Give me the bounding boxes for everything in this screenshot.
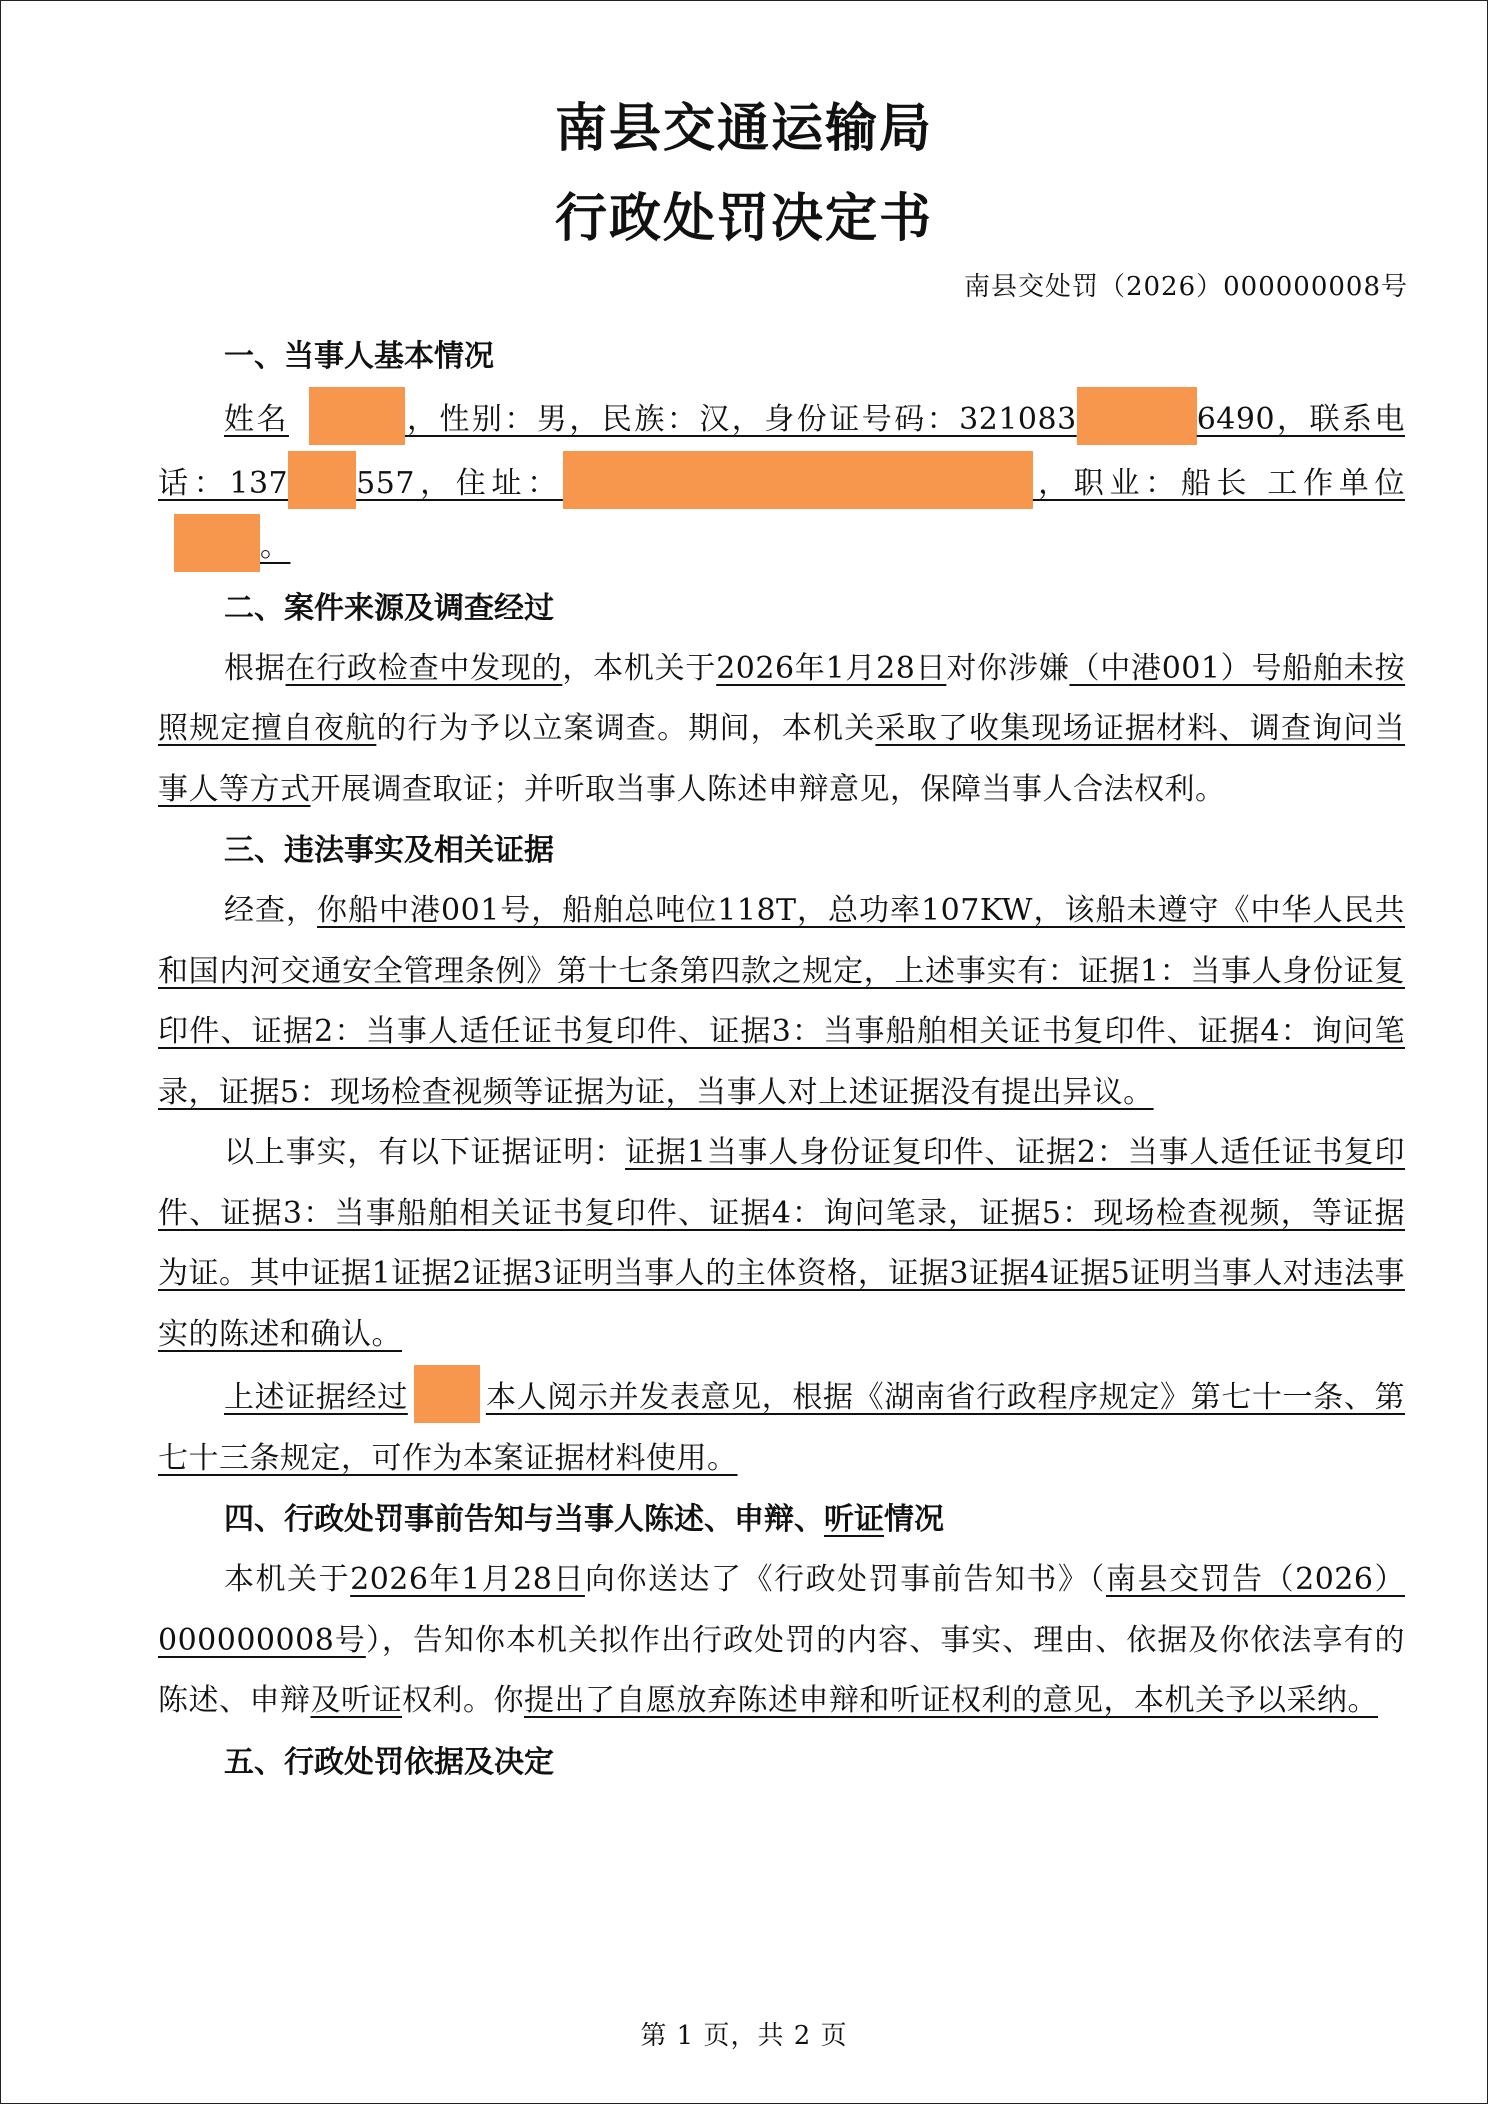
- redacted-address: [563, 451, 1033, 509]
- document-number: 南县交处罚（2026）000000008号: [963, 272, 1408, 302]
- section-4-heading: 四、行政处罚事前告知与当事人陈述、申辩、听证情况: [224, 1502, 944, 1537]
- redacted-id-number: [1077, 387, 1197, 445]
- section-3-facts: 经查，你船中港001号，船舶总吨位118T，总功率107KW，该船未遵守《中华人民共和国内河交通安全管理条例》第十七条第四款之规定，上述事实有：证据1：当事人身份证复印件、证据2：当事人适任证书复印件、证据3：当事船舶相关证书复印件、证据4：询问笔录，证据5：现场检查视频等证据为证，当事人对上述证据没有提出异议。: [158, 893, 1405, 1110]
- section-3-evidence: 以上事实，有以下证据证明：证据1当事人身份证复印件、证据2：当事人适任证书复印件、证据3：当事船舶相关证书复印件、证据4：询问笔录，证据5：现场检查视频，等证据为证。其中证据1证据2证据3证明当事人的主体资格，证据3证据4证据5证明当事人对违法事实的陈述和确认。: [158, 1135, 1405, 1352]
- redacted-reviewer: [414, 1365, 480, 1423]
- party-name-label: 姓名: [224, 402, 289, 437]
- section-2-heading: 二、案件来源及调查经过: [224, 590, 554, 626]
- party-address-label: 557，住址：: [356, 465, 563, 501]
- notice-number: 南县交罚告（2026）000000008号: [158, 1562, 1405, 1658]
- document-title: 行政处罚决定书: [554, 189, 933, 249]
- violation-description: （中港001）号船舶未按照规定擅自夜航: [158, 650, 1406, 746]
- party-info-end: 。: [260, 529, 291, 564]
- document-body: [158, 326, 1405, 1793]
- section-1-party-info: [158, 387, 1405, 578]
- notice-date: 2026年1月28日: [350, 1562, 585, 1597]
- redacted-phone: [288, 451, 356, 509]
- section-3-evidence-review: 上述证据经过 本人阅示并发表意见，根据《湖南省行政程序规定》第七十一条、第七十三条规定，可作为本案证据材料使用。: [158, 1365, 1405, 1489]
- agency-title: 南县交通运输局: [554, 99, 933, 159]
- section-4-paragraph: 本机关于2026年1月28日向你送达了《行政处罚事前告知书》（南县交罚告（2026）000000008号），告知你本机关拟作出行政处罚的内容、事实、理由、依据及你依法享有的陈述、申辩及听证权利。你提出了自愿放弃陈述申辩和听证权利的意见，本机关予以采纳。: [158, 1562, 1405, 1718]
- section-2-paragraph: 根据在行政检查中发现的，本机关于2026年1月28日对你涉嫌（中港001）号船舶未按照规定擅自夜航的行为予以立案调查。期间，本机关采取了收集现场证据材料、调查询问当事人等方式开展调查取证；并听取当事人陈述申辩意见，保障当事人合法权利。: [158, 650, 1406, 807]
- section-5-heading: 五、行政处罚依据及决定: [224, 1744, 554, 1780]
- redacted-name: [309, 387, 405, 445]
- party-phone-text: 6490，联系电话：137: [158, 402, 1405, 501]
- party-occupation-text: ，职业：船长 工作单位: [1032, 465, 1406, 501]
- section-3-heading: 三、违法事实及相关证据: [224, 833, 554, 868]
- page-number: 第 1 页，共 2 页: [640, 2021, 848, 2051]
- filing-date: 2026年1月28日: [716, 650, 947, 686]
- redacted-employer: [174, 514, 260, 572]
- party-id-text: ，性别：男，民族：汉，身份证号码：321083: [404, 402, 1077, 437]
- section-1-heading: 一、当事人基本情况: [224, 339, 494, 374]
